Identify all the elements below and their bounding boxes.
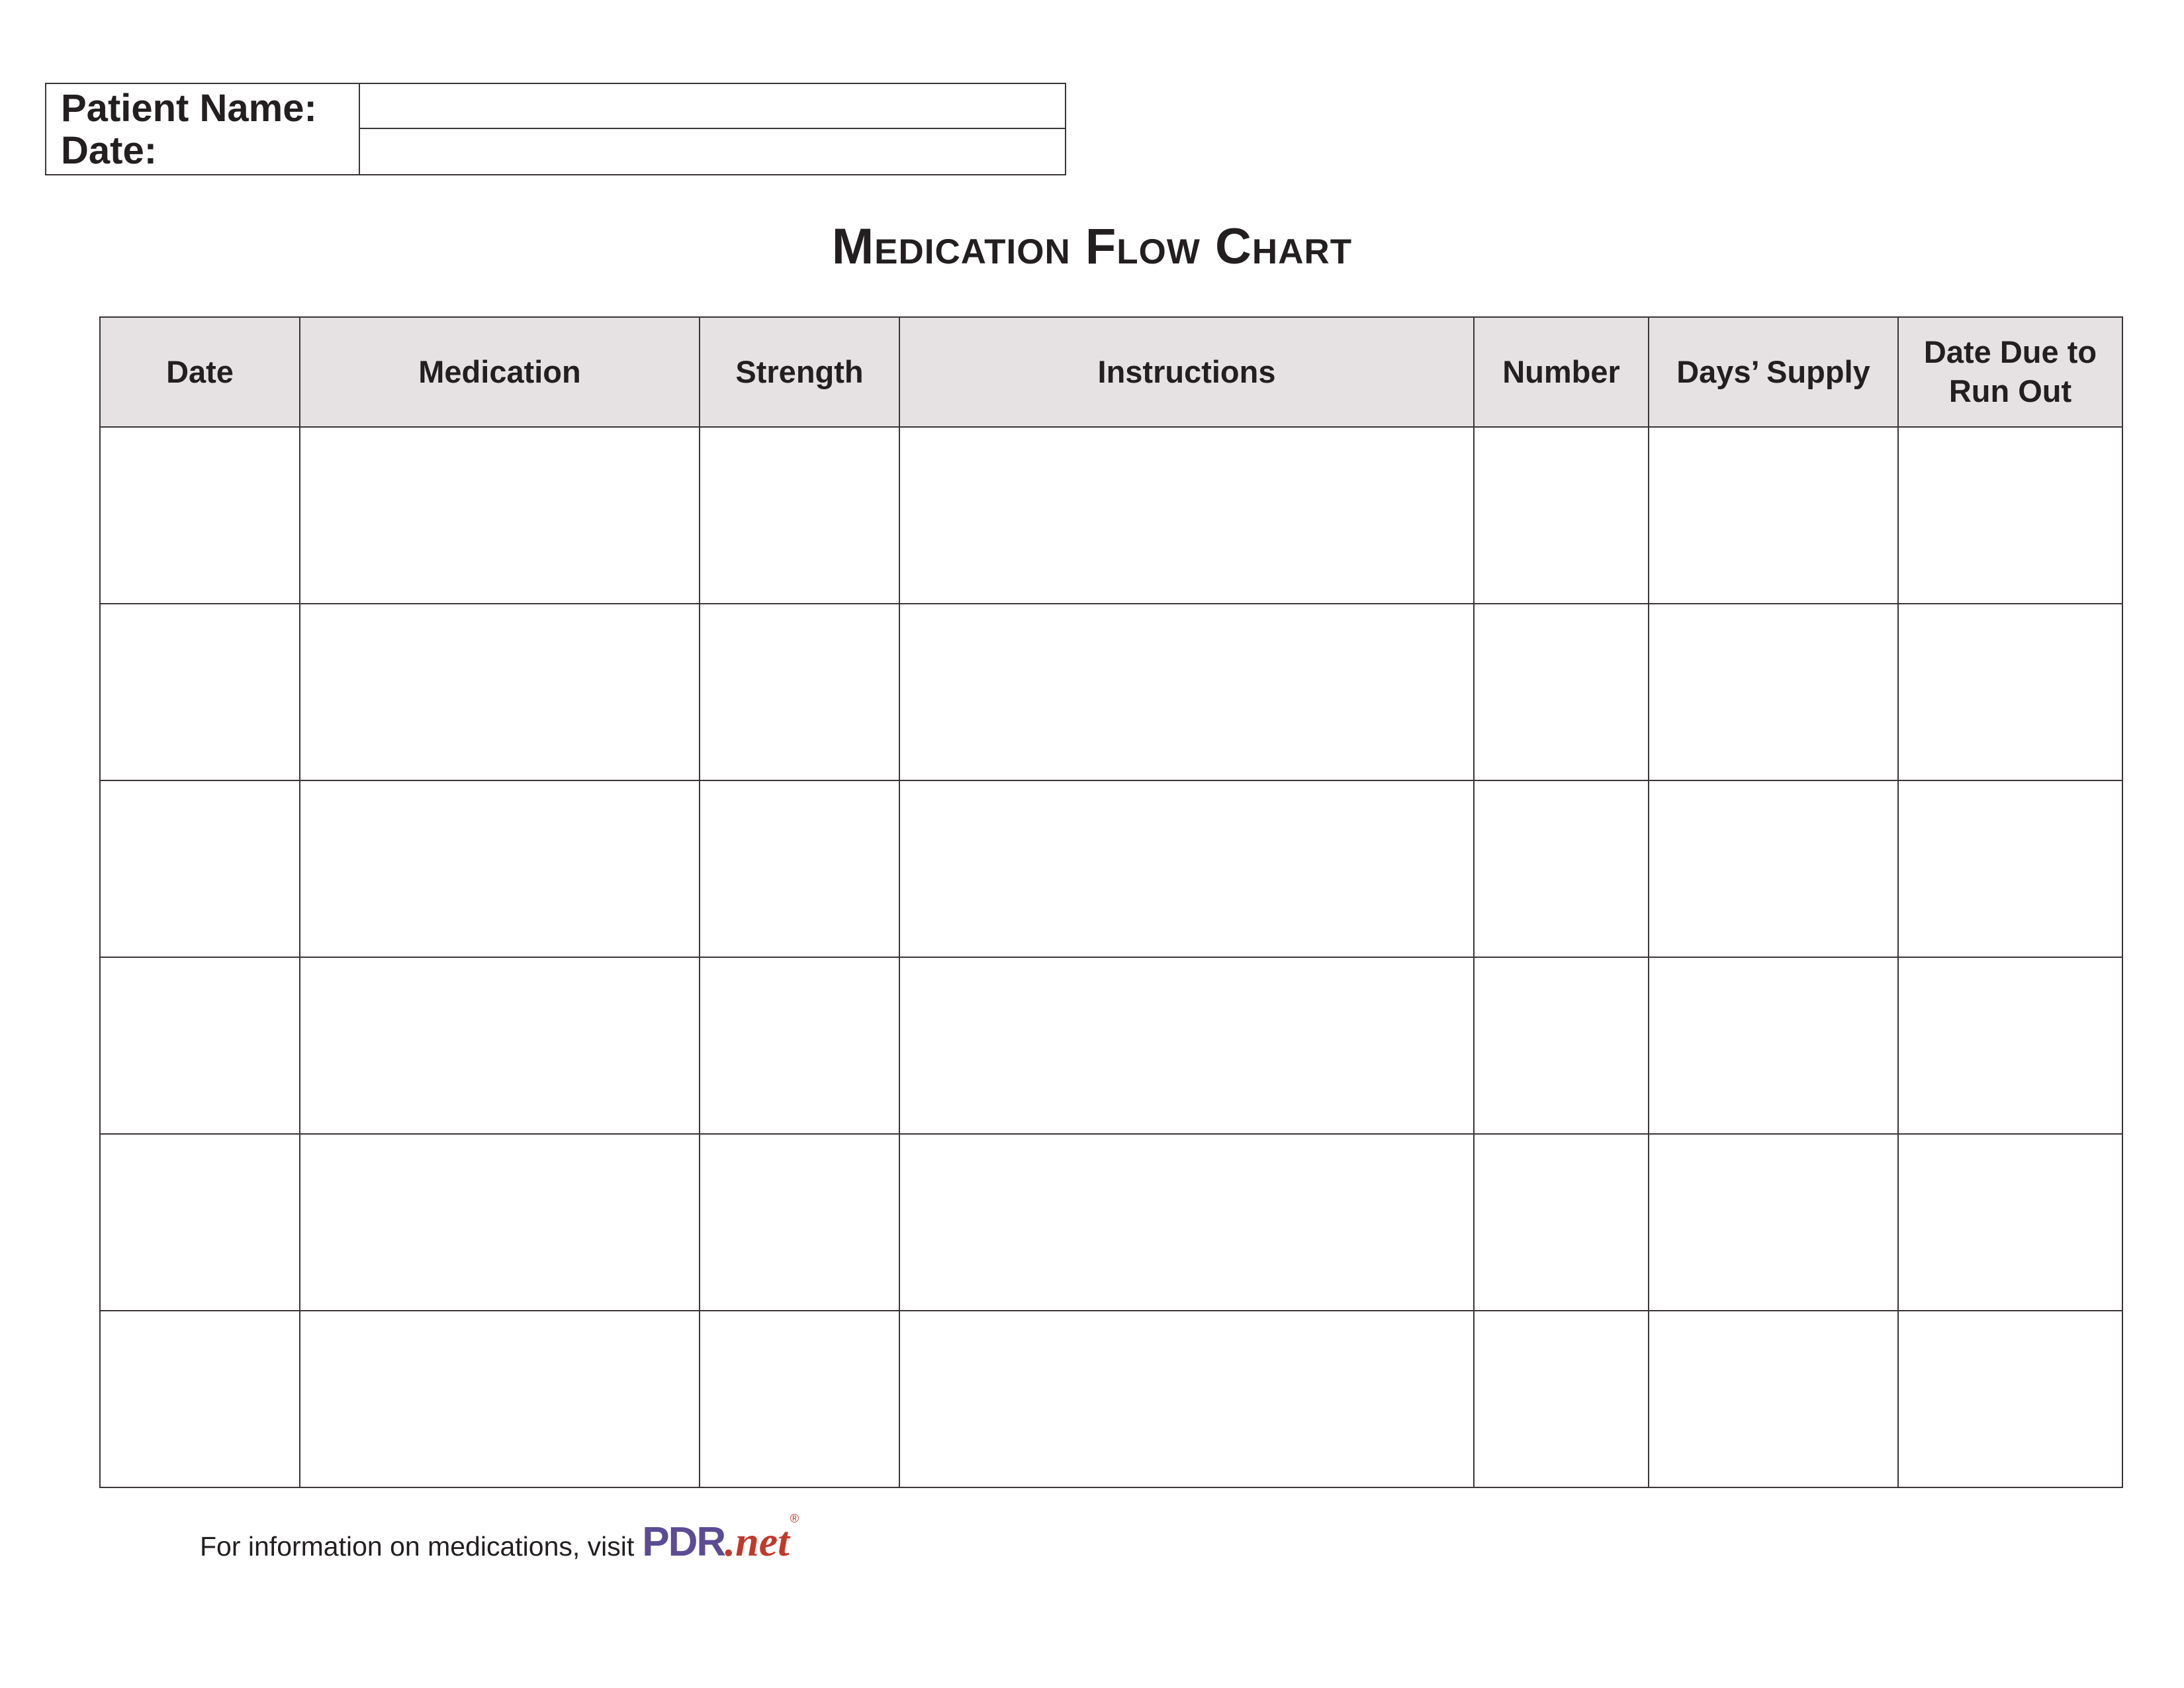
table-cell-number [1474,1134,1649,1311]
table-cell-strength [700,604,899,780]
table-cell-days-supply [1649,1311,1898,1487]
registered-mark: ® [790,1512,799,1525]
patient-name-field[interactable] [360,84,1065,129]
medication-table [99,316,2123,1488]
medication-input[interactable] [300,1135,699,1310]
table-cell-strength [700,427,899,604]
logo-tld-text: .net [725,1518,790,1565]
table-cell-number [1474,957,1649,1134]
medication-input[interactable] [300,781,699,957]
table-header-row [100,317,2122,427]
date-due-input[interactable] [1899,604,2122,780]
days-supply-input[interactable] [1649,604,1897,780]
table-cell-medication [300,957,700,1134]
table-cell-strength [700,1311,899,1487]
table-cell-date-due [1898,957,2122,1134]
number-input[interactable] [1475,428,1648,603]
instructions-input[interactable] [900,428,1473,603]
table-cell-instructions [899,1134,1474,1311]
footer-text: For information on medications, visit [200,1531,635,1562]
column-header-date-due: Date Due to Run Out [1898,317,2122,427]
table-row [100,957,2122,1134]
table-row [100,780,2122,957]
table-cell-date [100,957,300,1134]
footer [200,1512,799,1566]
medication-input[interactable] [300,958,699,1133]
date-due-input[interactable] [1899,428,2122,603]
date-due-input[interactable] [1899,1311,2122,1487]
table-cell-instructions [899,604,1474,780]
table-cell-date-due [1898,1134,2122,1311]
table-cell-medication [300,1311,700,1487]
strength-input[interactable] [700,428,899,603]
patient-name-label: Patient Name: [46,84,360,129]
table-row [100,1134,2122,1311]
table-row [100,604,2122,780]
page-title: Medication Flow Chart [831,218,1353,275]
table-cell-strength [700,780,899,957]
table-cell-number [1474,604,1649,780]
column-header-days-supply: Days’ Supply [1649,317,1898,427]
medication-input[interactable] [300,428,699,603]
table-cell-date [100,427,300,604]
number-input[interactable] [1475,1311,1648,1487]
date-input[interactable] [101,958,299,1133]
days-supply-input[interactable] [1649,1311,1897,1487]
instructions-input[interactable] [900,1135,1473,1310]
table-cell-strength [700,957,899,1134]
table-cell-instructions [899,427,1474,604]
table-cell-date [100,1134,300,1311]
number-input[interactable] [1475,781,1648,957]
table-cell-date-due [1898,427,2122,604]
patient-date-label: Date: [46,129,360,174]
logo-main-text: PDR [642,1519,725,1565]
table-cell-medication [300,427,700,604]
strength-input[interactable] [700,1135,899,1310]
days-supply-input[interactable] [1649,781,1897,957]
table-body [100,427,2122,1487]
days-supply-input[interactable] [1649,1135,1897,1310]
table-cell-date-due [1898,604,2122,780]
date-due-input[interactable] [1899,781,2122,957]
date-input[interactable] [101,781,299,957]
table-cell-number [1474,1311,1649,1487]
date-due-input[interactable] [1899,1135,2122,1310]
table-cell-days-supply [1649,1134,1898,1311]
table-cell-days-supply [1649,780,1898,957]
date-input[interactable] [101,1311,299,1487]
date-due-input[interactable] [1899,958,2122,1133]
strength-input[interactable] [700,604,899,780]
strength-input[interactable] [700,781,899,957]
table-cell-days-supply [1649,957,1898,1134]
date-input[interactable] [101,428,299,603]
instructions-input[interactable] [900,604,1473,780]
patient-date-field[interactable] [360,129,1065,174]
table-cell-days-supply [1649,427,1898,604]
pdr-net-logo-link[interactable] [642,1512,799,1566]
medication-input[interactable] [300,1311,699,1487]
strength-input[interactable] [700,1311,899,1487]
table-row [100,427,2122,604]
days-supply-input[interactable] [1649,428,1897,603]
instructions-input[interactable] [900,781,1473,957]
table-cell-medication [300,604,700,780]
medication-input[interactable] [300,604,699,780]
column-header-strength: Strength [700,317,899,427]
table-cell-date-due [1898,1311,2122,1487]
table-cell-strength [700,1134,899,1311]
table-cell-date [100,780,300,957]
date-input[interactable] [101,604,299,780]
table-cell-instructions [899,780,1474,957]
days-supply-input[interactable] [1649,958,1897,1133]
table-cell-medication [300,780,700,957]
table-cell-days-supply [1649,604,1898,780]
number-input[interactable] [1475,1135,1648,1310]
table-cell-number [1474,780,1649,957]
column-header-number: Number [1474,317,1649,427]
number-input[interactable] [1475,958,1648,1133]
column-header-medication: Medication [300,317,700,427]
table-cell-instructions [899,1311,1474,1487]
date-input[interactable] [101,1135,299,1310]
table-cell-medication [300,1134,700,1311]
column-header-date: Date [100,317,300,427]
column-header-instructions: Instructions [899,317,1474,427]
table-cell-number [1474,427,1649,604]
strength-input[interactable] [700,958,899,1133]
table-cell-date [100,604,300,780]
instructions-input[interactable] [900,1311,1473,1487]
patient-info-box [45,83,1066,175]
instructions-input[interactable] [900,958,1473,1133]
number-input[interactable] [1475,604,1648,780]
table-cell-instructions [899,957,1474,1134]
table-row [100,1311,2122,1487]
table-cell-date [100,1311,300,1487]
table-cell-date-due [1898,780,2122,957]
